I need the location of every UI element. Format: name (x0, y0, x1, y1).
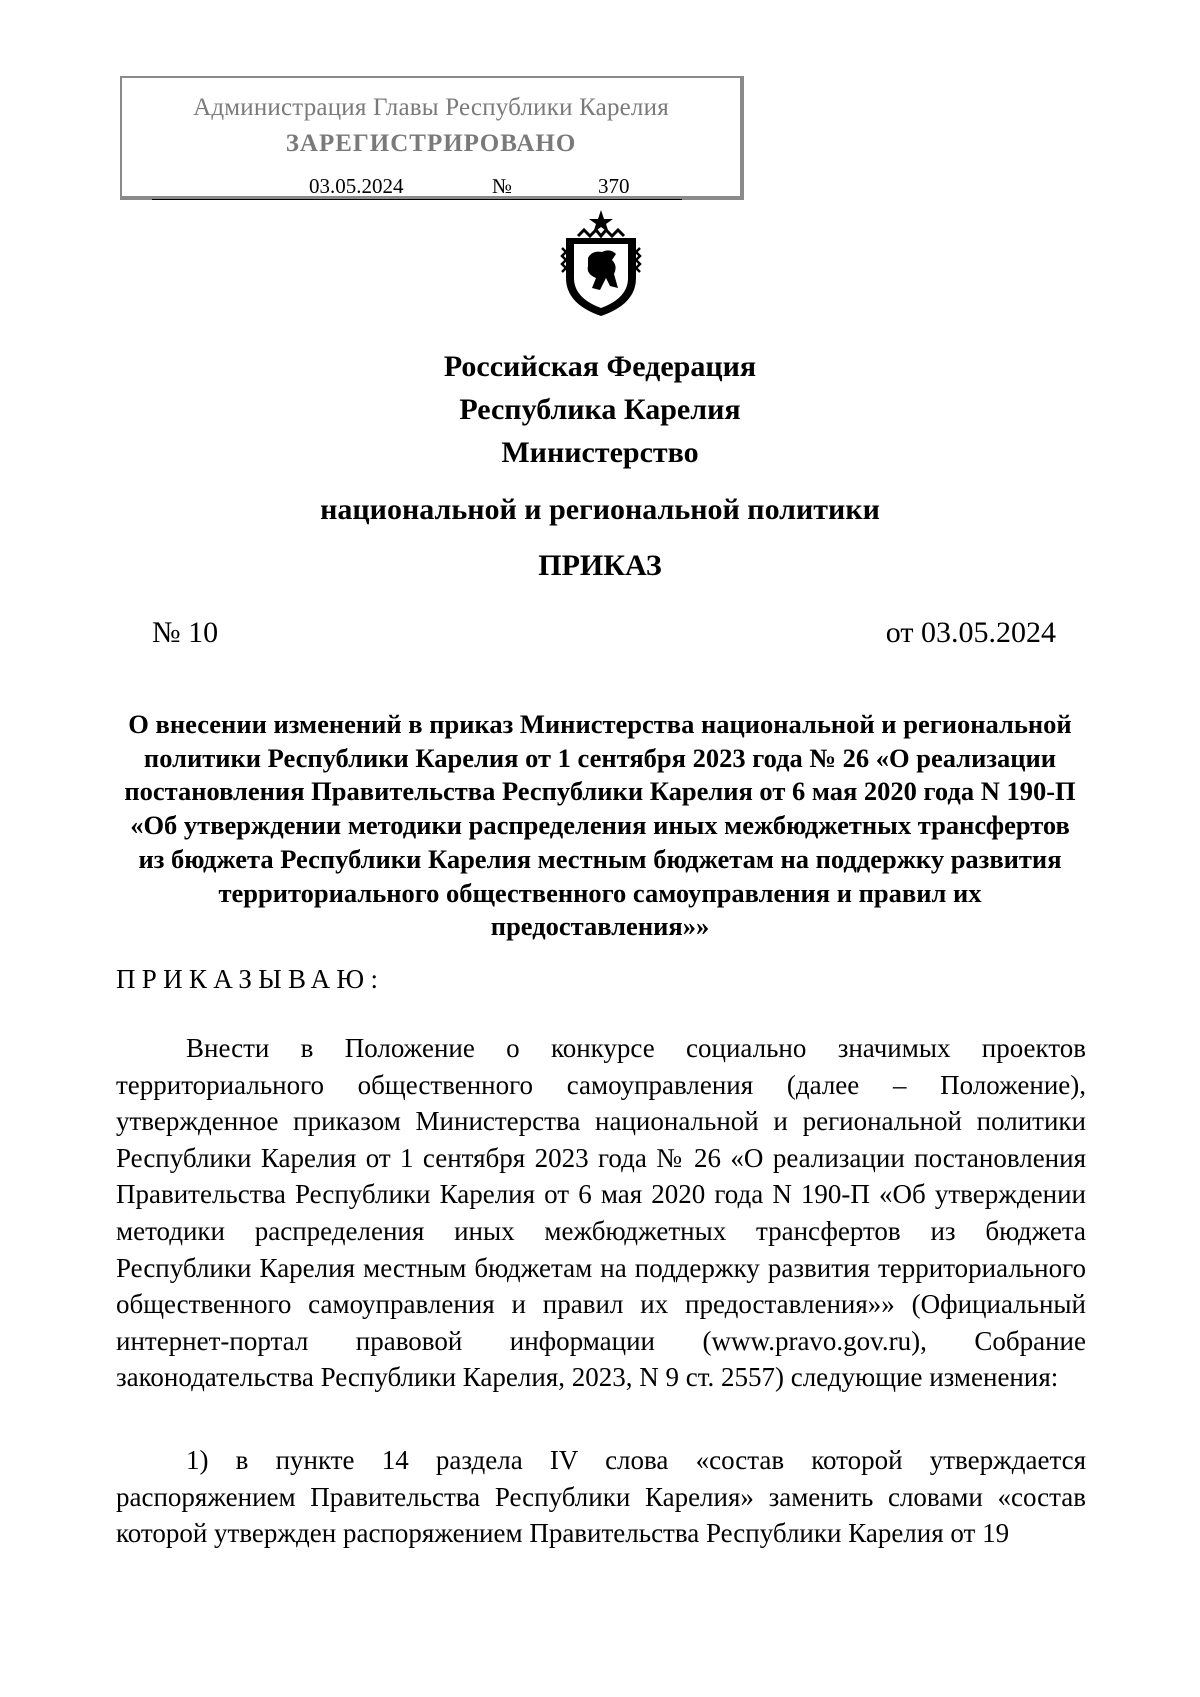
stamp-underline (152, 199, 682, 200)
stamp-registered: ЗАРЕГИСТРИРОВАНО (285, 130, 577, 157)
order-date: от 03.05.2024 (885, 616, 1056, 649)
body-paragraph-1 (116, 1030, 1086, 1396)
body-paragraph-2-text: 1) в пункте 14 раздела IV слова «состав которой утверждается распоряжением Правительства Республики Карелия» заменить словами «состав которой утвержден распоряжением Правительства Республики Карелия от 19 (116, 1445, 1086, 1549)
header-country: Российская Федерация (443, 350, 757, 383)
stamp-number: 370 (598, 174, 630, 198)
body-paragraph-1-text: Внести в Положение о конкурсе социально значимых проектов территориального общественного самоуправления (далее – Положение), утвержденное приказом Министерства национальной и региональной политики Республики Карелия от 1 сентября 2023 года № 26 «О реализации постановления Правительства Республики Карелия от 6 мая 2020 года N 190-П «Об утверждении методики распределения иных межбюджетных трансфертов из бюджета Республики Карелия местным бюджетам на поддержку развития территориального общественного самоуправления и правил их предоставления»» (Официальный интернет-портал правовой информации (www.pravo.gov.ru), Собрание законодательства Республики Карелия, 2023, N 9 ст. 2557) следующие изменения: (116, 1033, 1086, 1393)
order-subject: О внесении изменений в приказ Министерства национальной и региональной политики Республики Карелия от 1 сентября 2023 года № 26 «О реализации постановления Правительства Республики Карелия от 6 мая 2020 года N 190-П «Об утверждении методики распределения иных межбюджетных трансфертов из бюджета Республики Карелия местным бюджетам на поддержку развития территориального общественного самоуправления и правил их предоставления»» (124, 709, 1076, 942)
order-number: № 10 (152, 616, 219, 649)
stamp-authority: Администрация Главы Республики Карелия (193, 94, 669, 121)
stamp-date: 03.05.2024 (309, 174, 404, 198)
registration-stamp (120, 76, 744, 200)
header-republic: Республика Карелия (459, 393, 741, 426)
stamp-registration-line (152, 174, 682, 200)
body-paragraph-2 (116, 1442, 1086, 1552)
order-directive-word: ПРИКАЗЫВАЮ: (116, 964, 385, 994)
stamp-number-sign: № (492, 174, 513, 198)
header-ministry: Министерство (501, 436, 699, 469)
document-type: ПРИКАЗ (538, 549, 662, 582)
karelia-coat-of-arms-icon (558, 208, 644, 320)
header-ministry-name: национальной и региональной политики (320, 493, 880, 526)
